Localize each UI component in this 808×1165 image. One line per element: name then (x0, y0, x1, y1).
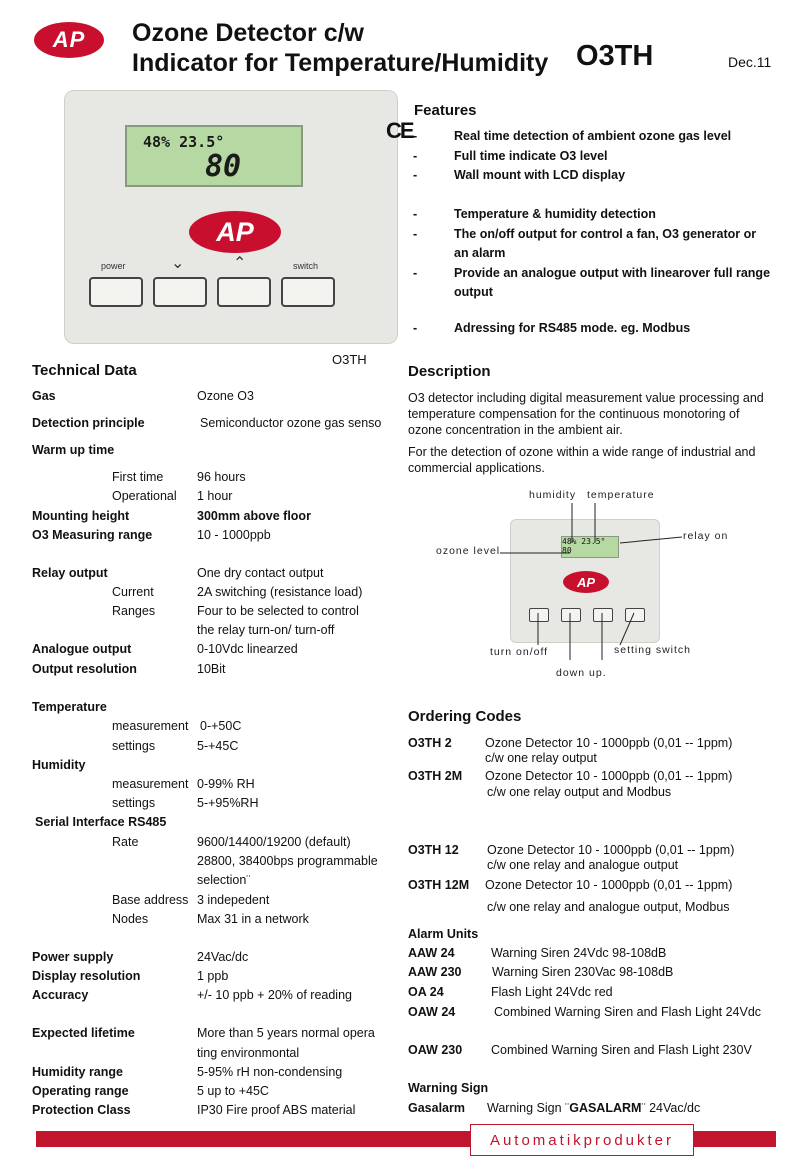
lifetime-label: Expected lifetime (32, 1026, 135, 1040)
order-code: O3TH 2 (408, 736, 452, 750)
lifetime-value-1: More than 5 years normal opera (197, 1026, 375, 1040)
protection-value: IP30 Fire proof ABS material (197, 1103, 356, 1117)
hum-set-value: 5-+95%RH (197, 796, 259, 810)
callout-relay-on: relay on (683, 530, 729, 542)
order-sub: c/w one relay and analogue output (487, 858, 679, 872)
sign-post: ¨ 24Vac/dc (641, 1101, 701, 1115)
temp-set-value: 5-+45C (197, 739, 239, 753)
feature-item: Real time detection of ambient ozone gas level (454, 129, 732, 143)
power-supply-label: Power supply (32, 950, 114, 964)
feature-dash: - (413, 168, 418, 182)
range-value: 10 - 1000ppb (197, 528, 271, 542)
hum-label: Humidity (32, 758, 86, 772)
order-desc: Ozone Detector 10 - 1000ppb (0,01 -- 1ppm) (487, 843, 735, 857)
title-line-2: Indicator for Temperature/Humidity (132, 49, 549, 77)
temp-label: Temperature (32, 700, 107, 714)
model-code: O3TH (576, 40, 654, 72)
power-supply-value: 24Vac/dc (197, 950, 249, 964)
feature-dash: - (413, 149, 418, 163)
hum-meas-label: measurement (112, 777, 189, 791)
lcd-small-readout: 48% 23.5° (143, 133, 225, 151)
display-res-value: 1 ppb (197, 969, 229, 983)
alarm-code: AAW 24 (408, 946, 455, 960)
order-code: O3TH 2M (408, 769, 463, 783)
ranges-label: Ranges (112, 604, 156, 618)
alarm-desc: Combined Warning Siren and Flash Light 24Vdc (494, 1005, 762, 1019)
callout-humidity: humidity (529, 489, 577, 501)
accuracy-label: Accuracy (32, 988, 89, 1002)
technical-title: Technical Data (32, 362, 137, 379)
device-button-down (153, 277, 207, 307)
sign-code: Gasalarm (408, 1101, 465, 1115)
operating-range-label: Operating range (32, 1084, 129, 1098)
feature-dash: - (413, 266, 418, 280)
alarm-desc: Combined Warning Siren and Flash Light 230V (491, 1043, 752, 1057)
display-res-label: Display resolution (32, 969, 141, 983)
serial-label: Serial Interface RS485 (35, 815, 167, 829)
date: Dec.11 (728, 54, 772, 70)
rate-value-3: selection¨ (197, 873, 251, 887)
resolution-label: Output resolution (32, 662, 137, 676)
order-desc: Ozone Detector 10 - 1000ppb (0,01 -- 1ppm) (485, 878, 733, 892)
alarm-code: OAW 230 (408, 1043, 463, 1057)
diagram-callout-lines (420, 495, 780, 685)
first-value: 96 hours (197, 470, 246, 484)
alarm-title: Alarm Units (408, 927, 479, 941)
relay-value: One dry contact output (197, 566, 324, 580)
current-value: 2A switching (resistance load) (197, 585, 363, 599)
lifetime-value-2: ting environmontal (197, 1046, 300, 1060)
feature-item: Temperature & humidity detection (454, 207, 656, 221)
feature-item: Provide an analogue output with linearover full range output (454, 266, 771, 299)
ranges-value-1: Four to be selected to control (197, 604, 359, 618)
sign-title: Warning Sign (408, 1081, 489, 1095)
protection-label: Protection Class (32, 1103, 131, 1117)
order-sub: c/w one relay and analogue output, Modbus (487, 900, 730, 914)
analogue-label: Analogue output (32, 642, 132, 656)
rate-label: Rate (112, 835, 139, 849)
sign-pre: Warning Sign ¨ (487, 1101, 570, 1115)
chevron-up-icon: ⌃ (233, 255, 247, 272)
device-button-switch (281, 277, 335, 307)
alarm-code: AAW 230 (408, 965, 462, 979)
detect-label: Detection principle (32, 416, 145, 430)
diagram-logo: AP (563, 571, 609, 593)
chevron-down-icon: ⌄ (171, 255, 185, 272)
photo-caption: O3TH (332, 352, 367, 367)
operating-range-value: 5 up to +45C (197, 1084, 269, 1098)
gas-label: Gas (32, 389, 56, 403)
ranges-value-2: the relay turn-on/ turn-off (197, 623, 335, 637)
temp-meas-value: 0-+50C (200, 719, 242, 733)
accuracy-value: +/- 10 ppb + 20% of reading (197, 988, 352, 1002)
alarm-code: OA 24 (408, 985, 444, 999)
feature-dash: - (413, 129, 418, 143)
sign-desc (487, 1101, 700, 1115)
humidity-range-label: Humidity range (32, 1065, 123, 1079)
description-title: Description (408, 363, 491, 380)
range-label: O3 Measuring range (32, 528, 153, 542)
footer-brand: Automatikprodukter (470, 1124, 694, 1156)
power-label: power (101, 261, 126, 271)
ce-mark-icon: CE (386, 118, 413, 143)
device-photo (64, 90, 398, 344)
ap-logo: AP (34, 22, 104, 58)
oper-value: 1 hour (197, 489, 233, 503)
lcd-big-readout: 80 (205, 149, 242, 184)
switch-label: switch (293, 261, 319, 271)
rate-value-1: 9600/14400/19200 (default) (197, 835, 351, 849)
callout-setting-switch: setting switch (614, 644, 692, 656)
hum-set-label: settings (112, 796, 156, 810)
mount-label: Mounting height (32, 509, 130, 523)
callout-down-up: down up. (556, 667, 607, 679)
title-line-1: Ozone Detector c/w (132, 19, 364, 47)
ordering-title: Ordering Codes (408, 708, 522, 725)
order-sub: c/w one relay output and Modbus (487, 785, 672, 799)
feature-item: Adressing for RS485 mode. eg. Modbus (454, 321, 691, 335)
base-value: 3 indepedent (197, 893, 270, 907)
mount-value: 300mm above floor (197, 509, 311, 523)
callout-ozone-level: ozone level (436, 545, 501, 557)
alarm-desc: Flash Light 24Vdc red (491, 985, 613, 999)
feature-dash: - (413, 321, 418, 335)
alarm-desc: Warning Siren 24Vdc 98-108dB (491, 946, 667, 960)
lcd-display (125, 125, 303, 187)
warm-label: Warm up time (32, 443, 115, 457)
base-label: Base address (112, 893, 189, 907)
device-button-up (217, 277, 271, 307)
callout-temperature: temperature (587, 489, 655, 501)
temp-meas-label: measurement (112, 719, 189, 733)
hum-meas-value: 0-99% RH (197, 777, 255, 791)
callout-turn-onoff: turn on/off (490, 646, 549, 658)
resolution-value: 10Bit (197, 662, 226, 676)
device-button-power (89, 277, 143, 307)
rate-value-2: 28800, 38400bps programmable (197, 854, 378, 868)
diagram-lcd: 48% 23.5° 80 (561, 536, 619, 558)
order-code: O3TH 12 (408, 843, 459, 857)
order-sub: c/w one relay output (485, 751, 597, 765)
temp-set-label: settings (112, 739, 156, 753)
oper-label: Operational (112, 489, 177, 503)
description-para-1: O3 detector including digital measurement value processing and temperature compensation for the continuous monotoring of ozone concentration in the ambient air. (408, 391, 764, 437)
nodes-value: Max 31 in a network (197, 912, 309, 926)
current-label: Current (112, 585, 154, 599)
order-desc: Ozone Detector 10 - 1000ppb (0,01 -- 1ppm) (485, 769, 733, 783)
description-para-2: For the detection of ozone within a wide range of industrial and commercial applications. (408, 445, 756, 475)
feature-item: Wall mount with LCD display (454, 168, 626, 182)
nodes-label: Nodes (112, 912, 149, 926)
analogue-value: 0-10Vdc linearzed (197, 642, 298, 656)
order-desc: Ozone Detector 10 - 1000ppb (0,01 -- 1ppm) (485, 736, 733, 750)
gas-value: Ozone O3 (197, 389, 254, 403)
feature-dash: - (413, 227, 418, 241)
relay-label: Relay output (32, 566, 108, 580)
features-title: Features (414, 102, 477, 119)
alarm-code: OAW 24 (408, 1005, 456, 1019)
feature-item: The on/off output for control a fan, O3 generator or an alarm (454, 227, 757, 260)
order-code: O3TH 12M (408, 878, 470, 892)
first-label: First time (112, 470, 164, 484)
sign-bold: GASALARM (569, 1101, 642, 1115)
feature-item: Full time indicate O3 level (454, 149, 608, 163)
humidity-range-value: 5-95% rH non-condensing (197, 1065, 343, 1079)
device-logo: AP (189, 211, 281, 253)
detect-value: Semiconductor ozone gas senso (200, 416, 382, 430)
feature-dash: - (413, 207, 418, 221)
alarm-desc: Warning Siren 230Vac 98-108dB (492, 965, 674, 979)
